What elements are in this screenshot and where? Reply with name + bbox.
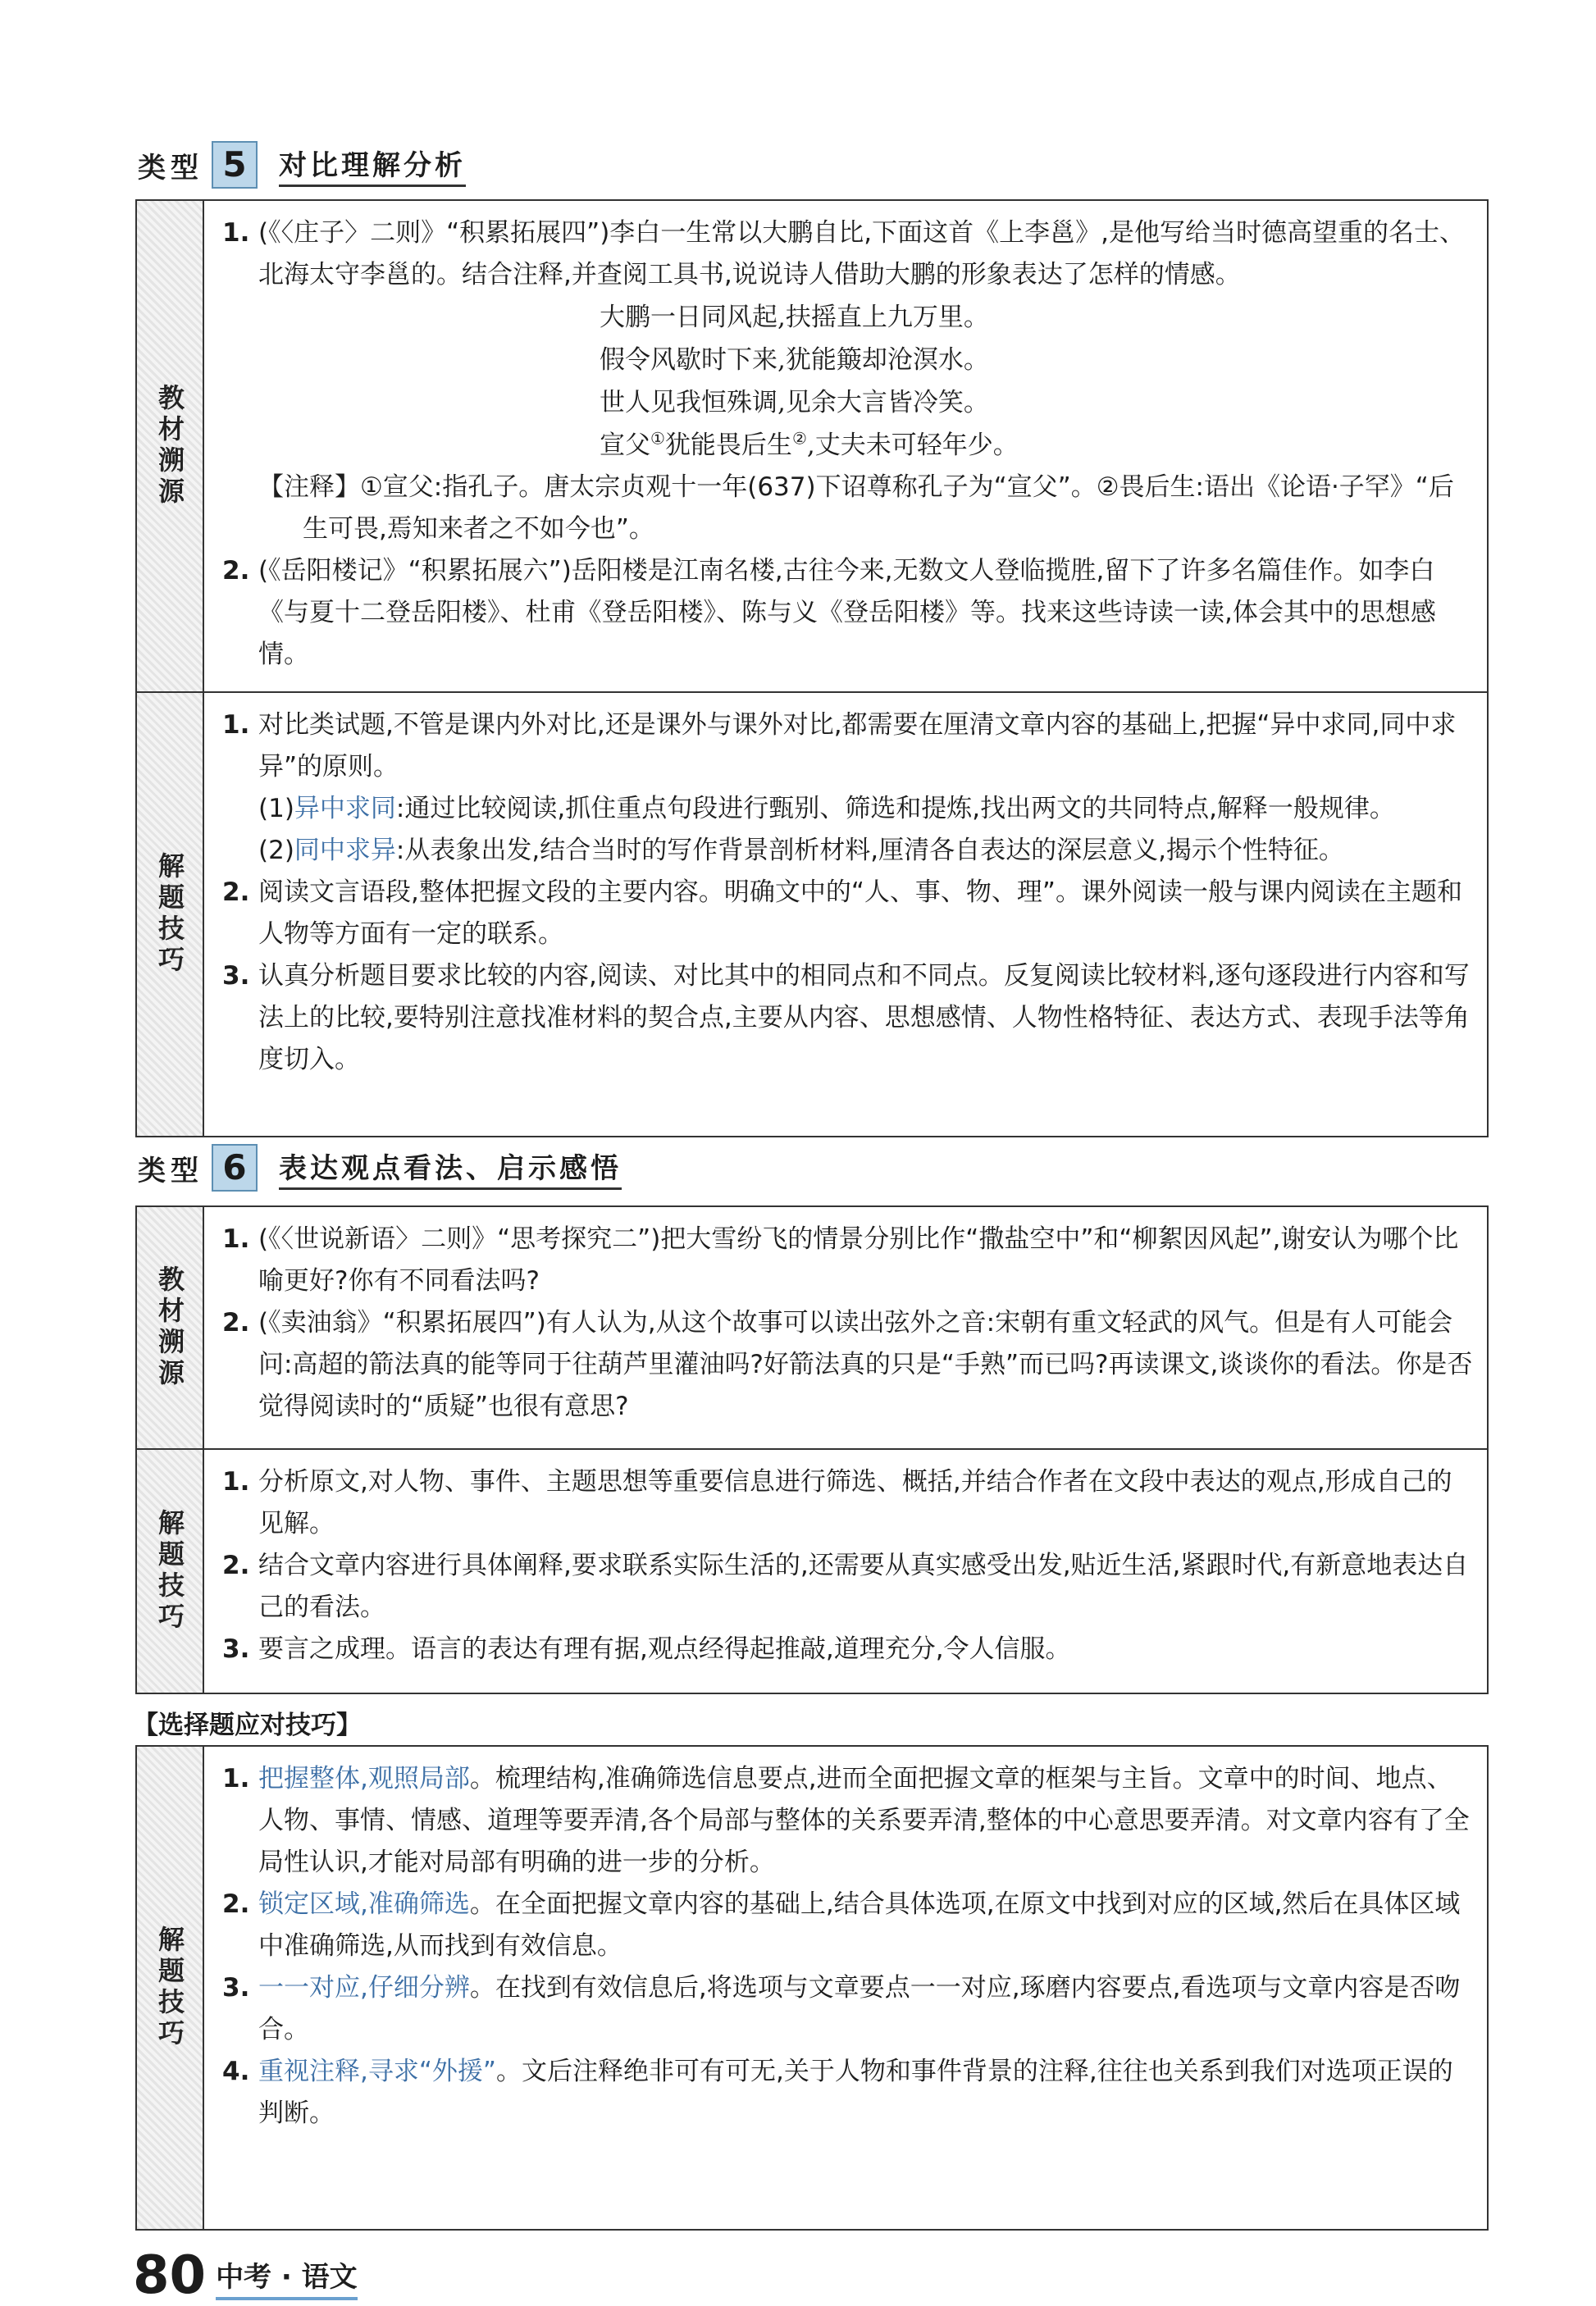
tip-3: 3. 一一对应,仔细分辨。在找到有效信息后,将选项与文章要点一一对应,琢磨内容要点,看选项与文章内容是否吻合。 [222,1973,1461,2044]
row-label: 教材溯源 [137,201,204,691]
type-number-badge: 5 [212,141,258,189]
source-row [137,201,1487,693]
tip-1: 1. 把握整体,观照局部。梳理结构,准确筛选信息要点,进而全面把握文章的框架与主旨。文章中的时间、地点、人物、事情、情感、道理等要弄清,各个局部与整体的关系要弄清,整体的中心意思要弄清。对文章内容有了全局性认识,才能对局部有明确的进一步的分析。 [222,1764,1470,1877]
tip-1: 1. 分析原文,对人物、事件、主题思想等重要信息进行筛选、概括,并结合作者在文段中表达的观点,形成自己的见解。 [222,1467,1452,1538]
row-label: 解题技巧 [137,693,204,1136]
tip-1b: (2)同中求异:从表象出发,结合当时的写作背景剖析材料,厘清各自表达的深层意义,揭示个性特征。 [258,836,1344,865]
section-title: 对比理解分析 [279,143,466,187]
question-2: 2. (《卖油翁》“积累拓展四”)有人认为,从这个故事可以读出弦外之音:宋朝有重文轻武的风气。但是有人可能会问:高超的箭法真的能等同于往葫芦里灌油吗?好箭法真的只是“手熟”而已吗?再读课文,谈谈你的看法。你是否觉得阅读时的“质疑”也很有意思? [222,1308,1473,1421]
section-5-box [135,199,1489,1137]
tip-1a: (1)异中求同:通过比较阅读,抓住重点句段进行甄别、筛选和提炼,找出两文的共同特点,解释一般规律。 [258,794,1395,823]
row-label: 解题技巧 [137,1747,204,2229]
tip-3: 3. 要言之成理。语言的表达有理有据,观点经得起推敲,道理充分,令人信服。 [222,1634,1071,1664]
poem-line: 宣父①犹能畏后生②,丈夫未可轻年少。 [600,428,1019,460]
tips-row [137,1450,1487,1693]
type-label: 类型 [138,1154,203,1187]
tip-3: 3. 认真分析题目要求比较的内容,阅读、对比其中的相同点和不同点。反复阅读比较材料,逐句逐段进行内容和写法上的比较,要特别注意找准材料的契合点,主要从内容、思想感情、人物性格特征、表达方式、表现手法等角度切入。 [222,961,1470,1074]
source-row [137,1207,1487,1450]
tip-4: 4. 重视注释,寻求“外援”。文后注释绝非可有可无,关于人物和事件背景的注释,往往也关系到我们对选项正误的判断。 [222,2057,1453,2128]
tips-row [137,693,1487,1136]
poem-line: 假令风歇时下来,犹能簸却沧溟水。 [600,345,989,375]
question-2: 2. (《岳阳楼记》“积累拓展六”)岳阳楼是江南名楼,古往今来,无数文人登临揽胜,留下了许多名篇佳作。如李白《与夏十二登岳阳楼》、杜甫《登岳阳楼》、陈与义《登岳阳楼》等。找来这些诗读一读,体会其中的思想感情。 [222,556,1436,669]
page-footer [133,2245,358,2306]
tips-row [137,1747,1487,2229]
choice-tips-heading: 【选择题应对技巧】 [133,1711,362,1740]
section-6-box [135,1205,1489,1694]
tip-2: 2. 锁定区域,准确筛选。在全面把握文章内容的基础上,结合具体选项,在原文中找到对应的区域,然后在具体区域中准确筛选,从而找到有效信息。 [222,1889,1461,1961]
subject-label: 中考 · 语文 [216,2259,358,2300]
poem-line: 世人见我恒殊调,见余大言皆冷笑。 [600,388,989,417]
tip-1: 1. 对比类试题,不管是课内外对比,还是课外与课外对比,都需要在厘清文章内容的基础上,把握“异中求同,同中求异”的原则。 [222,710,1457,782]
choice-tips-box [135,1745,1489,2231]
question-1: 1. (《〈世说新语〉二则》“思考探究二”)把大雪纷飞的情景分别比作“撒盐空中”和“柳絮因风起”,谢安认为哪个比喻更好?你有不同看法吗? [222,1224,1459,1296]
question-1: 1. (《〈庄子〉二则》“积累拓展四”)李白一生常以大鹏自比,下面这首《上李邕》,是他写给当时德高望重的名士、北海太守李邕的。结合注释,并查阅工具书,说说诗人借助大鹏的形象表达了怎样的情感。 [222,218,1466,289]
page-number: 80 [133,2245,207,2306]
row-label: 教材溯源 [137,1207,204,1448]
poem-line: 大鹏一日同风起,扶摇直上九万里。 [600,303,989,332]
section-6-heading [138,1144,622,1192]
section-title: 表达观点看法、启示感悟 [279,1146,622,1190]
type-number-badge: 6 [212,1144,258,1192]
type-label: 类型 [138,151,203,185]
section-5-heading [138,141,466,189]
row-label: 解题技巧 [137,1450,204,1693]
annotation-note: 【注释】①宣父:指孔子。唐太宗贞观十一年(637)下诏尊称孔子为“宣父”。②畏后生:语出《论语·子罕》“后生可畏,焉知来者之不如今也”。 [258,472,1454,544]
tip-2: 2. 阅读文言语段,整体把握文段的主要内容。明确文中的“人、事、物、理”。课外阅读一般与课内阅读在主题和人物等方面有一定的联系。 [222,877,1462,949]
tip-2: 2. 结合文章内容进行具体阐释,要求联系实际生活的,还需要从真实感受出发,贴近生活,紧跟时代,有新意地表达自己的看法。 [222,1551,1469,1622]
